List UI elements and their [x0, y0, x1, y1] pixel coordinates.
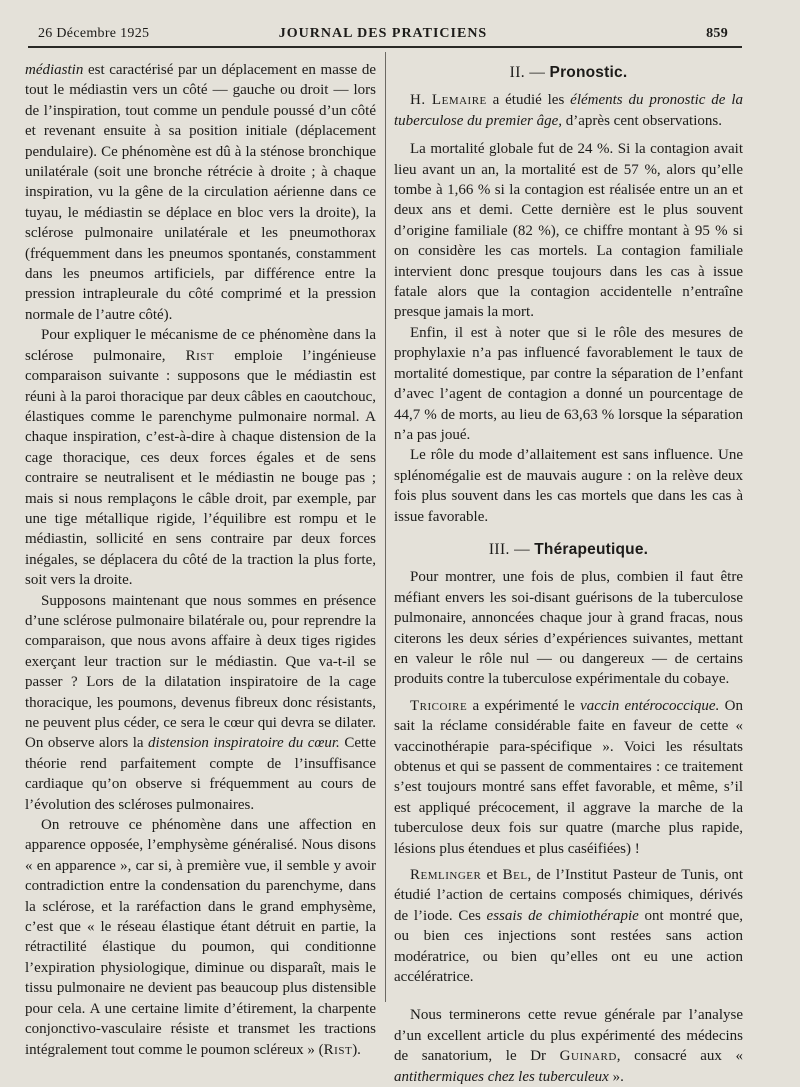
section-number: II. — — [509, 64, 550, 81]
author-name: Remlinger — [410, 867, 482, 884]
header-rule — [28, 46, 742, 48]
text: d’après cent observations. — [562, 112, 722, 129]
text: On retrouve ce phénomène dans une affection en apparence opposée, l’emphysème généralisé. Nous disons « en apparence », car si, à première vue, il semble y avoir contradiction entre la condensation du parenchyme, dans la sclérose, et la raréfaction dans le grand emphysème, c’est que « le réseau élastique étant détruit en partie, la rétractilité élastique du poumon, qui conditionne l’expiration physiologique, diminue ou disparaît, mais le tissu pulmonaire ne devient pas beaucoup plus distensible pour cela. A une certaine limite d’étirement, la charpente conjonctivo-vasculaire résiste et transmet les tractions intégralement tout comme le poumon scléreux » ( — [25, 817, 376, 1058]
author-name: Tricoire — [410, 697, 468, 714]
paragraph — [394, 1005, 743, 1087]
italic-term: distension inspiratoire du cœur. — [148, 735, 340, 752]
text: ». — [608, 1068, 624, 1085]
author-name: Rist — [323, 1041, 353, 1058]
column-divider — [385, 52, 386, 1002]
text: Cette théorie rend parfaitement compte de l’insuffisance cardiaque qu’on observe si fréquemment au cours de l’évolution des scléroses pulmonaires. — [25, 735, 376, 813]
text: est caractérisé par un déplacement en masse de tout le médiastin vers un côté — gauche ou droit — lors de l’inspiration, tout comme un pendule poussé d’un côté et revenant ensuite à sa position initiale (déplacement pendulaire). Ce phénomène est dû à la sténose bronchique unilatérale (soit une bronche rétrécie à droite ; à chaque inspiration, vu la gêne de la circulation aérienne dans ce tuyau, le médiastin se déplace en bloc vers la droite), la sclérose pulmonaire unilatérale et les pneumothorax (fréquemment dans les pneumos spontanés, constamment dans les pneumos artificiels, par différence entre la pression intrapleurale du côté comprimé et la pression normale de l’autre côté). — [25, 62, 376, 323]
author-name: Rist — [185, 347, 215, 364]
text: , consacré aux « — [616, 1048, 743, 1065]
italic-term: essais de chimiothérapie — [486, 907, 639, 924]
text: , de l’Institut Pasteur de Tunis, ont étudié l’action de certains composés chimiques, dérivés de l’iode. Ces — [394, 867, 743, 924]
section-heading-pronostic — [394, 63, 743, 83]
spacer — [394, 987, 743, 1005]
text: On sait la réclame considérable faite en faveur de cette « vaccinothérapie para-spécifique ». Voici les résultats obtenus et qui se passent de commentaires : ce traitement s’est toujours montré sans effet favorable, et même, s’il est appliqué précocement, il aggrave la marche de la tuberculose deux fois sur quatre (marche plus rapide, lésions plus étendues et plus caséifiées) ! — [394, 697, 743, 857]
section-title: Thérapeutique. — [534, 540, 649, 558]
paragraph: Enfin, il est à noter que si le rôle des mesures de prophylaxie n’a pas influencé favorablement le taux de mortalité domestique, par contre la séparation de l’enfant d’avec l’agent de contagion a donné un pourcentage de 44,7 % de morts, au lieu de 63,63 % lorsque la séparation n’a pas joué. — [394, 324, 743, 443]
text: a étudié les — [486, 92, 571, 109]
text: a expérimenté le — [467, 697, 581, 714]
section-number: III. — — [488, 540, 535, 558]
text: Nous terminerons cette revue générale par l’analyse d’un excellent article du plus expérimenté des médecins de sanatorium, le Dr — [394, 1007, 743, 1065]
author-name: Bel — [502, 867, 528, 884]
text: emploie l’ingénieuse comparaison suivante : supposons que le médiastin est réuni à la paroi thoracique par deux câbles en caoutchouc, élastiques comme le parenchyme pulmonaire normal. A chaque inspiration, c’est-à-dire à chaque distension de la cage thoracique, ces deux forces égales et de sens contraire se neutralisent et le médiastin ne bouge pas ; mais si nous remplaçons le câble droit, par exemple, par une tige métallique rigide, l’équilibre est rompu et le médiastin, sollicité en sens contraire par deux forces inégales, se déplacera du côté de la traction la plus forte, soit vers la droite. — [25, 347, 376, 589]
paragraph: Pour montrer, une fois de plus, combien il faut être méfiant envers les soi-disant guérisons de la tuberculose pulmonaire, annoncées chaque jour à grand fracas, nous citerons les deux séries d’expériences suivantes, mettant en valeur le rôle nul — ou dangereux — de certains produits contre la tuberculose expérimentale du cobaye. — [394, 569, 743, 688]
section-heading-therapeutique — [394, 540, 743, 560]
paragraph — [394, 865, 743, 987]
italic-term: antithermiques chez les tuberculeux — [394, 1068, 609, 1085]
section-title: Pronostic. — [549, 64, 628, 81]
paragraph — [25, 591, 376, 815]
text: Pour expliquer le mécanisme de ce phénomène dans la sclérose pulmonaire, — [25, 327, 376, 364]
text: et — [481, 867, 503, 884]
journal-title: JOURNAL DES PRATICIENS — [278, 26, 488, 41]
page-number: 859 — [706, 26, 728, 41]
paragraph — [25, 815, 376, 1060]
paragraph: La mortalité globale fut de 24 %. Si la contagion avait lieu avant un an, la mortalité est de 57 %, alors qu’elle tombe à 1,66 % si la contagion est réalisée entre un an et deux ans et demi. Cette dernière est le plus souvent d’origine familiale (82 %), ce chiffre montant à 95 % si on considère les cas mortels. La contagion familiale intervient donc presque toujours dans les cas à issue fatale alors que la contagion accidentelle n’entraîne presque jamais la mort. — [394, 141, 743, 321]
text: Supposons maintenant que nous sommes en présence d’une sclérose pulmonaire bilatérale ou, pour reprendre la comparaison, que nous avons affaire à deux tiges rigides exerçant leur traction sur le médiastin. Que va-t-il se passer ? Lors de la dilatation inspiratoire de la cage thoracique, les poumons, devenus fibreux donc résistants, ne peuvent plus céder, ce sera le cœur qui devra se dilater. On observe alors la — [25, 592, 376, 752]
paragraph: Le rôle du mode d’allaitement est sans influence. Une splénomégalie est de mauvais augure : on la relève deux fois plus souvent dans les cas mortels que dans les cas à issue favorable. — [394, 447, 743, 525]
author-name: H. Lemaire — [410, 92, 487, 109]
issue-date: 26 Décembre 1925 — [38, 26, 150, 41]
left-column — [25, 60, 376, 1060]
paragraph — [394, 696, 743, 859]
paragraph — [25, 60, 376, 325]
paragraph — [394, 90, 743, 131]
spacer — [394, 527, 743, 537]
page-header — [38, 26, 728, 46]
text: ). — [352, 1041, 361, 1058]
author-name: Guinard — [559, 1048, 617, 1065]
paragraph — [25, 325, 376, 590]
right-column — [394, 60, 743, 1087]
italic-term: vaccin entérococcique. — [580, 697, 720, 714]
italic-term: éléments du pronostic de la tuberculose du premier âge, — [394, 92, 743, 129]
text: ont montré que, ou bien ces injections sont restées sans action modératrice, ou bien qu’elles ont eu une action accélératrice. — [394, 907, 743, 986]
italic-term: médiastin — [25, 62, 84, 78]
